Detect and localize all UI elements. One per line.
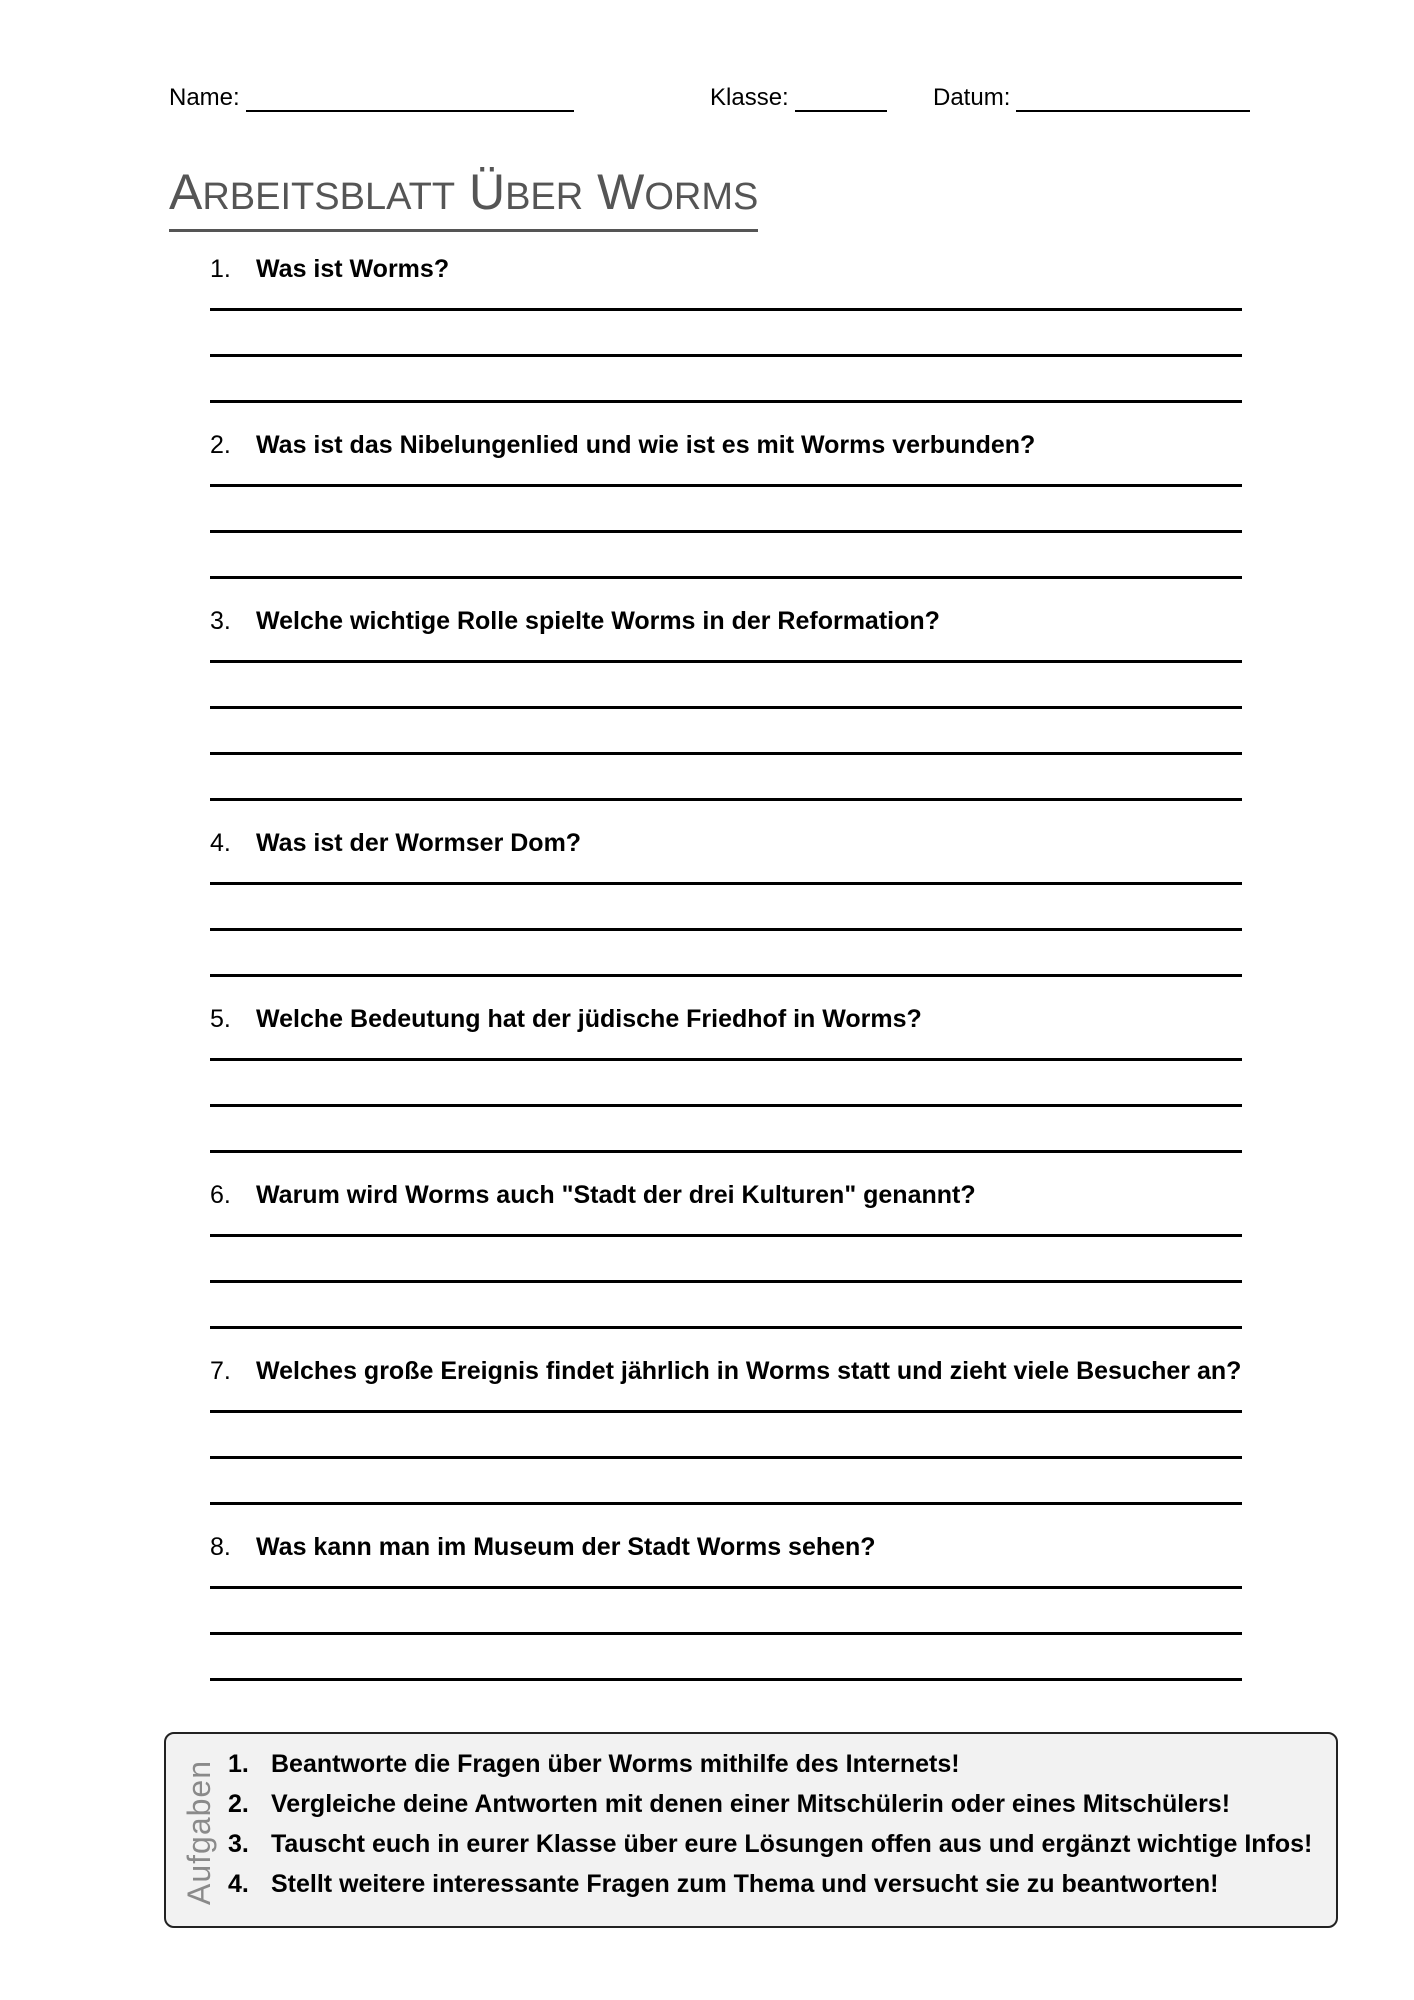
task-number: 1.: [228, 1750, 249, 1778]
answer-line[interactable]: [210, 706, 1242, 709]
question-text: Warum wird Worms auch "Stadt der drei Kulturen" genannt?: [256, 1181, 976, 1209]
answer-line[interactable]: [210, 928, 1242, 931]
question-text: Was ist Worms?: [256, 255, 450, 283]
answer-line[interactable]: [210, 1058, 1242, 1061]
task-text: Vergleiche deine Antworten mit denen einer Mitschülerin oder eines Mitschülers!: [271, 1790, 1231, 1818]
answer-line[interactable]: [210, 354, 1242, 357]
header: [169, 84, 1254, 120]
question-6: [210, 1179, 1242, 1329]
question-2: [210, 429, 1242, 579]
title-cap-1: A: [169, 164, 203, 220]
page-title: [169, 162, 758, 232]
name-field[interactable]: [169, 84, 574, 112]
question-number: 5.: [210, 1005, 231, 1033]
title-cap-2: Ü: [468, 164, 506, 220]
title-rest-2: BER: [505, 176, 584, 218]
question-text: Welches große Ereignis findet jährlich in Worms statt und zieht viele Besucher an?: [256, 1357, 1242, 1385]
question-7: [210, 1355, 1242, 1505]
task-list: [228, 1744, 1312, 1904]
answer-line[interactable]: [210, 308, 1242, 311]
question-number: 6.: [210, 1181, 231, 1209]
name-blank[interactable]: [246, 86, 574, 112]
tasks-label-container: [174, 1734, 224, 1930]
question-text: Was ist der Wormser Dom?: [256, 829, 582, 857]
question-8: [210, 1531, 1242, 1681]
answer-line[interactable]: [210, 660, 1242, 663]
task-item: [228, 1864, 1312, 1904]
answer-line[interactable]: [210, 530, 1242, 533]
question-number: 7.: [210, 1357, 231, 1385]
answer-line[interactable]: [210, 1280, 1242, 1283]
date-blank[interactable]: [1016, 86, 1250, 112]
question-text: Welche Bedeutung hat der jüdische Friedhof in Worms?: [256, 1005, 922, 1033]
title-rest-3: ORMS: [644, 176, 759, 218]
question-number: 1.: [210, 255, 231, 283]
answer-line[interactable]: [210, 1326, 1242, 1329]
answer-line[interactable]: [210, 752, 1242, 755]
task-text: Beantworte die Fragen über Worms mithilfe des Internets!: [271, 1750, 960, 1778]
class-label: Klasse:: [710, 84, 789, 111]
task-number: 4.: [228, 1870, 249, 1898]
title-rest-1: RBEITSBLATT: [202, 176, 456, 218]
class-field[interactable]: [710, 84, 887, 112]
question-4: [210, 827, 1242, 977]
answer-line[interactable]: [210, 1234, 1242, 1237]
question-number: 4.: [210, 829, 231, 857]
answer-line[interactable]: [210, 1150, 1242, 1153]
question-3: [210, 605, 1242, 801]
tasks-label: Aufgaben: [180, 1759, 217, 1905]
question-text: Was kann man im Museum der Stadt Worms sehen?: [256, 1533, 876, 1561]
answer-line[interactable]: [210, 1502, 1242, 1505]
question-number: 3.: [210, 607, 231, 635]
answer-line[interactable]: [210, 576, 1242, 579]
answer-line[interactable]: [210, 798, 1242, 801]
title-cap-3: W: [597, 164, 645, 220]
answer-line[interactable]: [210, 974, 1242, 977]
task-text: Tauscht euch in eurer Klasse über eure Lösungen offen aus und ergänzt wichtige Infos!: [271, 1830, 1313, 1858]
question-5: [210, 1003, 1242, 1153]
task-item: [228, 1824, 1312, 1864]
question-number: 2.: [210, 431, 231, 459]
answer-line[interactable]: [210, 882, 1242, 885]
tasks-box: [164, 1732, 1338, 1928]
task-item: [228, 1784, 1312, 1824]
answer-line[interactable]: [210, 1410, 1242, 1413]
answer-line[interactable]: [210, 1678, 1242, 1681]
question-text: Welche wichtige Rolle spielte Worms in der Reformation?: [256, 607, 940, 635]
answer-line[interactable]: [210, 400, 1242, 403]
answer-line[interactable]: [210, 484, 1242, 487]
task-text: Stellt weitere interessante Fragen zum Thema und versucht sie zu beantworten!: [271, 1870, 1219, 1898]
question-text: Was ist das Nibelungenlied und wie ist es mit Worms verbunden?: [256, 431, 1036, 459]
task-number: 3.: [228, 1830, 249, 1858]
date-field[interactable]: [933, 84, 1250, 112]
answer-line[interactable]: [210, 1104, 1242, 1107]
answer-line[interactable]: [210, 1586, 1242, 1589]
task-number: 2.: [228, 1790, 249, 1818]
date-label: Datum:: [933, 84, 1011, 111]
name-label: Name:: [169, 84, 240, 111]
task-item: [228, 1744, 1312, 1784]
class-blank[interactable]: [795, 86, 887, 112]
question-1: [210, 253, 1242, 403]
answer-line[interactable]: [210, 1456, 1242, 1459]
question-number: 8.: [210, 1533, 231, 1561]
answer-line[interactable]: [210, 1632, 1242, 1635]
